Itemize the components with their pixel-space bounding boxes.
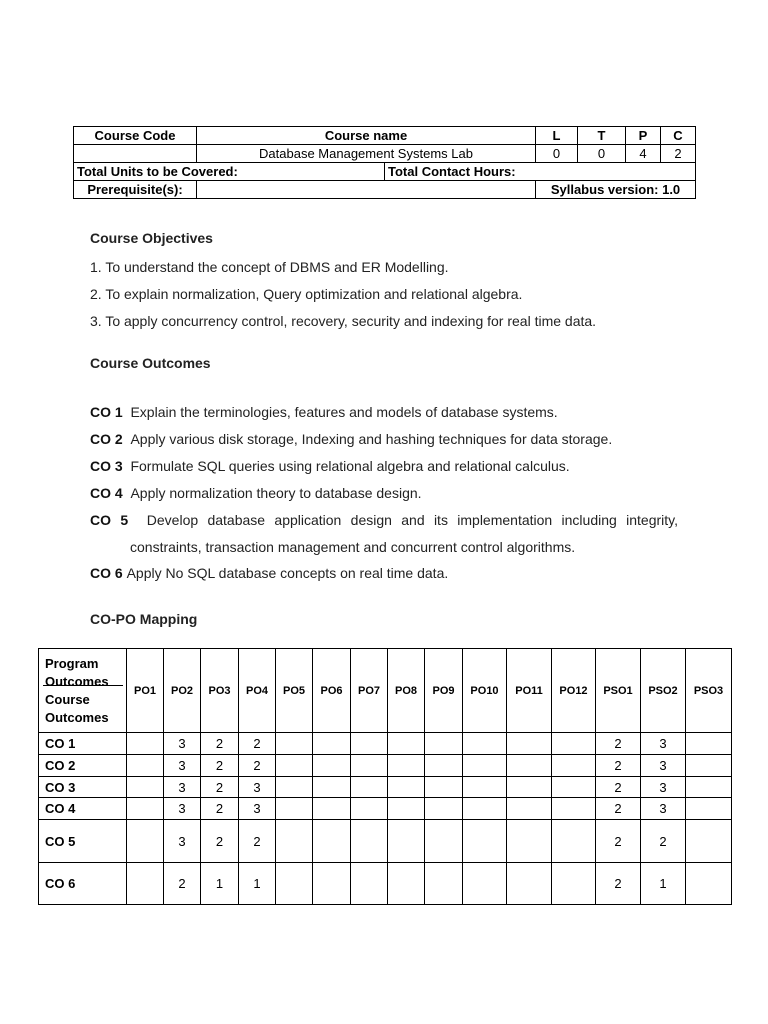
mapping-cell xyxy=(276,733,313,755)
table-row xyxy=(39,820,732,863)
corner-top-2: Outcomes xyxy=(45,673,109,689)
mapping-cell xyxy=(276,863,313,905)
corner-top-1: Program xyxy=(45,655,99,671)
prereq-value xyxy=(197,181,536,199)
l-value: 0 xyxy=(536,145,578,163)
total-hours-label: Total Contact Hours: xyxy=(385,163,696,181)
col-header: PSO2 xyxy=(641,649,686,733)
table-row xyxy=(39,755,732,777)
mapping-cell xyxy=(351,733,388,755)
mapping-cell xyxy=(276,777,313,798)
mapping-cell xyxy=(463,777,507,798)
outcome-text: Apply various disk storage, Indexing and hashing techniques for data storage. xyxy=(130,431,613,447)
outcome-text: Explain the terminologies, features and models of database systems. xyxy=(130,404,558,420)
row-label: CO 4 xyxy=(39,798,127,820)
mapping-cell xyxy=(507,733,552,755)
course-header-table xyxy=(73,126,696,199)
outcome-item xyxy=(90,485,422,502)
corner-bottom-1: Course xyxy=(45,691,90,707)
mapping-cell: 2 xyxy=(239,755,276,777)
outcome-code: CO 3 xyxy=(90,458,123,474)
p-value: 4 xyxy=(626,145,661,163)
mapping-cell xyxy=(313,755,351,777)
header-row-prereq xyxy=(74,181,696,199)
mapping-cell: 2 xyxy=(596,733,641,755)
mapping-cell xyxy=(507,798,552,820)
row-label: CO 2 xyxy=(39,755,127,777)
mapping-heading: CO-PO Mapping xyxy=(90,611,198,627)
mapping-body xyxy=(39,733,732,905)
mapping-cell: 2 xyxy=(596,777,641,798)
mapping-cell: 2 xyxy=(641,820,686,863)
outcome-code: CO 1 xyxy=(90,404,123,420)
col-header: PO6 xyxy=(313,649,351,733)
outcome-text-continued: constraints, transaction management and concurrent control algorithms. xyxy=(130,539,576,555)
mapping-cell xyxy=(463,733,507,755)
mapping-cell xyxy=(425,863,463,905)
col-header: PO4 xyxy=(239,649,276,733)
objectives-heading: Course Objectives xyxy=(90,230,213,246)
col-header: PO5 xyxy=(276,649,313,733)
mapping-cell: 2 xyxy=(596,820,641,863)
row-label: CO 3 xyxy=(39,777,127,798)
l-label: L xyxy=(536,127,578,145)
mapping-cell xyxy=(686,777,732,798)
mapping-cell xyxy=(127,863,164,905)
mapping-cell xyxy=(388,777,425,798)
prereq-label: Prerequisite(s): xyxy=(74,181,197,199)
mapping-cell: 2 xyxy=(239,733,276,755)
mapping-cell xyxy=(552,798,596,820)
mapping-cell xyxy=(552,863,596,905)
mapping-cell: 2 xyxy=(596,798,641,820)
mapping-cell xyxy=(127,755,164,777)
header-row-labels xyxy=(74,127,696,145)
mapping-cell: 2 xyxy=(201,820,239,863)
col-header: PO10 xyxy=(463,649,507,733)
mapping-cell xyxy=(276,755,313,777)
mapping-cell xyxy=(552,777,596,798)
course-code-value xyxy=(74,145,197,163)
c-label: C xyxy=(661,127,696,145)
mapping-cell xyxy=(127,820,164,863)
mapping-cell: 3 xyxy=(641,798,686,820)
outcome-text: Develop database application design and its implementation including integrity, xyxy=(146,512,678,528)
col-header: PO2 xyxy=(164,649,201,733)
c-value: 2 xyxy=(661,145,696,163)
outcome-text: Apply No SQL database concepts on real time data. xyxy=(126,565,449,581)
mapping-cell: 3 xyxy=(164,733,201,755)
course-name-label: Course name xyxy=(197,127,536,145)
outcome-item xyxy=(90,431,612,448)
mapping-cell xyxy=(425,798,463,820)
table-row xyxy=(39,798,732,820)
mapping-cell xyxy=(388,863,425,905)
outcome-text: Formulate SQL queries using relational algebra and relational calculus. xyxy=(130,458,570,474)
mapping-cell xyxy=(127,798,164,820)
t-label: T xyxy=(578,127,626,145)
col-header: PO3 xyxy=(201,649,239,733)
col-header: PO9 xyxy=(425,649,463,733)
mapping-cell xyxy=(507,863,552,905)
row-label: CO 6 xyxy=(39,863,127,905)
col-header: PO11 xyxy=(507,649,552,733)
mapping-cell: 3 xyxy=(641,733,686,755)
mapping-cell: 2 xyxy=(201,755,239,777)
mapping-cell xyxy=(507,777,552,798)
mapping-cell xyxy=(552,820,596,863)
outcome-item xyxy=(90,458,570,475)
mapping-header-row xyxy=(39,649,732,733)
outcome-code: CO 4 xyxy=(90,485,123,501)
objective-item: 1. To understand the concept of DBMS and ER Modelling. xyxy=(90,259,449,275)
mapping-cell: 3 xyxy=(164,798,201,820)
row-label: CO 1 xyxy=(39,733,127,755)
mapping-cell: 2 xyxy=(201,798,239,820)
course-name-value: Database Management Systems Lab xyxy=(197,145,536,163)
col-header: PO8 xyxy=(388,649,425,733)
mapping-cell: 2 xyxy=(164,863,201,905)
col-header: PSO1 xyxy=(596,649,641,733)
mapping-cell xyxy=(425,733,463,755)
mapping-cell xyxy=(351,820,388,863)
mapping-cell xyxy=(313,863,351,905)
mapping-cell xyxy=(351,755,388,777)
mapping-cell xyxy=(351,777,388,798)
mapping-cell xyxy=(276,820,313,863)
mapping-cell xyxy=(127,733,164,755)
mapping-cell: 3 xyxy=(239,777,276,798)
mapping-cell xyxy=(313,733,351,755)
mapping-cell xyxy=(686,798,732,820)
mapping-cell xyxy=(351,863,388,905)
row-label: CO 5 xyxy=(39,820,127,863)
mapping-cell: 3 xyxy=(164,820,201,863)
mapping-cell xyxy=(313,798,351,820)
mapping-cell: 2 xyxy=(239,820,276,863)
mapping-cell xyxy=(686,733,732,755)
mapping-cell: 1 xyxy=(201,863,239,905)
mapping-cell xyxy=(425,820,463,863)
outcome-item xyxy=(90,404,558,421)
mapping-cell xyxy=(463,820,507,863)
mapping-cell xyxy=(552,733,596,755)
mapping-cell xyxy=(313,820,351,863)
table-row xyxy=(39,733,732,755)
mapping-cell xyxy=(425,777,463,798)
mapping-cell xyxy=(388,820,425,863)
mapping-cell xyxy=(351,798,388,820)
col-header: PSO3 xyxy=(686,649,732,733)
table-row xyxy=(39,863,732,905)
mapping-cell: 2 xyxy=(596,863,641,905)
objective-item: 2. To explain normalization, Query optimization and relational algebra. xyxy=(90,286,523,302)
col-header: PO12 xyxy=(552,649,596,733)
mapping-cell: 3 xyxy=(239,798,276,820)
mapping-cell: 1 xyxy=(641,863,686,905)
mapping-cell: 2 xyxy=(201,733,239,755)
col-header: PO1 xyxy=(127,649,164,733)
outcome-code: CO 2 xyxy=(90,431,123,447)
mapping-cell: 3 xyxy=(641,755,686,777)
mapping-cell xyxy=(463,863,507,905)
p-label: P xyxy=(626,127,661,145)
mapping-cell: 2 xyxy=(596,755,641,777)
mapping-cell xyxy=(686,755,732,777)
mapping-cell xyxy=(463,755,507,777)
mapping-cell xyxy=(686,863,732,905)
mapping-cell xyxy=(388,798,425,820)
mapping-cell xyxy=(507,820,552,863)
mapping-cell xyxy=(388,755,425,777)
corner-bottom-2: Outcomes xyxy=(45,709,109,725)
mapping-cell xyxy=(686,820,732,863)
mapping-cell xyxy=(463,798,507,820)
t-value: 0 xyxy=(578,145,626,163)
mapping-cell: 3 xyxy=(164,777,201,798)
syllabus-version: Syllabus version: 1.0 xyxy=(536,181,696,199)
table-row xyxy=(39,777,732,798)
total-units-label: Total Units to be Covered: xyxy=(74,163,385,181)
objective-item: 3. To apply concurrency control, recovery, security and indexing for real time data. xyxy=(90,313,597,329)
mapping-cell xyxy=(127,777,164,798)
mapping-corner-cell xyxy=(39,649,127,733)
outcomes-heading: Course Outcomes xyxy=(90,355,211,371)
mapping-cell xyxy=(552,755,596,777)
corner-divider xyxy=(43,685,123,686)
mapping-cell: 3 xyxy=(164,755,201,777)
mapping-cell xyxy=(388,733,425,755)
outcome-code: CO 6 xyxy=(90,565,123,581)
mapping-cell: 1 xyxy=(239,863,276,905)
header-row-values xyxy=(74,145,696,163)
mapping-cell xyxy=(313,777,351,798)
mapping-cell: 3 xyxy=(641,777,686,798)
outcome-text: Apply normalization theory to database design. xyxy=(130,485,422,501)
co-po-mapping-table xyxy=(38,648,732,905)
outcome-item xyxy=(90,512,678,529)
col-header: PO7 xyxy=(351,649,388,733)
mapping-cell xyxy=(507,755,552,777)
mapping-cell: 2 xyxy=(201,777,239,798)
course-code-label: Course Code xyxy=(74,127,197,145)
header-row-units xyxy=(74,163,696,181)
outcome-code: CO 5 xyxy=(90,512,129,528)
mapping-cell xyxy=(425,755,463,777)
mapping-cell xyxy=(276,798,313,820)
outcome-item xyxy=(90,565,448,582)
